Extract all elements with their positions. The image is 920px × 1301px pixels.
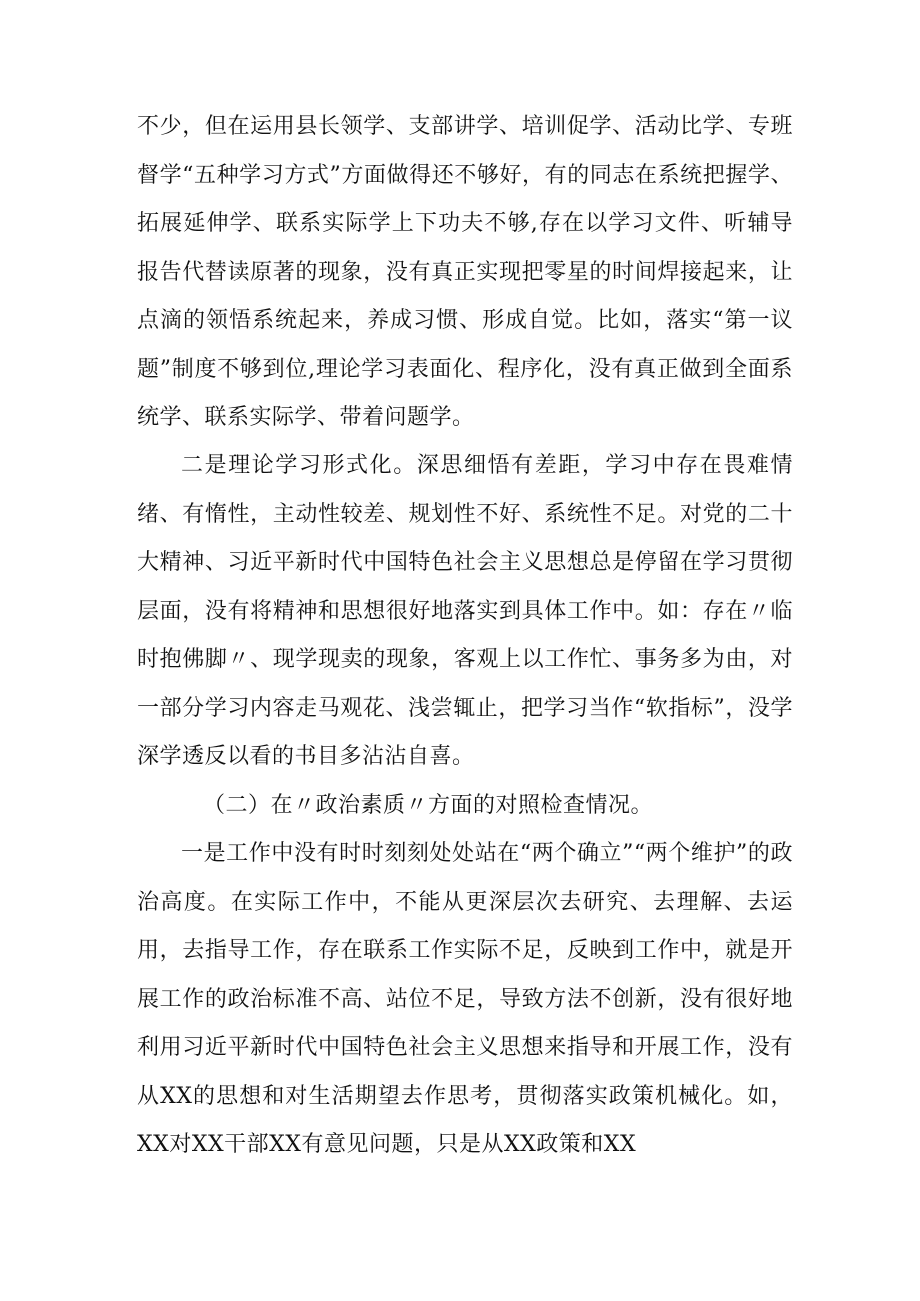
paragraph-political-height: 一是工作中没有时时刻刻处处站在“两个确立”“两个维护”的政治高度。在实际工作中，不能从更深层次去研究、去理解、去运用，去指导工作，存在联系工作实际不足，反映到工作中，就是开展工作的政治标准不高、站位不足，导致方法不创新，没有很好地利用习近平新时代中国特色社会主义思想来指导和开展工作，没有从XX的思想和对生活期望去作思考，贯彻落实政策机械化。如，XX对XX干部XX有意见问题，只是从XX政策和XX — [137, 841, 793, 1157]
section-heading-political-quality: （二）在〃政治素质〃方面的对照检查情况。 — [203, 793, 654, 818]
paragraph-theory-formalism: 二是理论学习形式化。深思细悟有差距，学习中存在畏难情绪、有惰性，主动性较差、规划性不好、系统性不足。对党的二十大精神、习近平新时代中国特色社会主义思想总是停留在学习贯彻层面，没有将精神和思想很好地落实到具体工作中。如：存在〃临时抱佛脚〃、现学现卖的现象，客观上以工作忙、事务多为由，对一部分学习内容走马观花、浅尝辄止，把学习当作“软指标”，没学深学透反以看的书目多沾沾自喜。 — [137, 453, 793, 769]
paragraph-study-methods: 不少，但在运用县长领学、支部讲学、培训促学、活动比学、专班督学“五种学习方式”方面做得还不够好，有的同志在系统把握学、拓展延伸学、联系实际学上下功夫不够,存在以学习文件、听辅导报告代替读原著的现象，没有真正实现把零星的时间焊接起来，让点滴的领悟系统起来，养成习惯、形成自觉。比如，落实“第一议题”制度不够到位,理论学习表面化、程序化，没有真正做到全面系统学、联系实际学、带着问题学。 — [137, 114, 793, 430]
